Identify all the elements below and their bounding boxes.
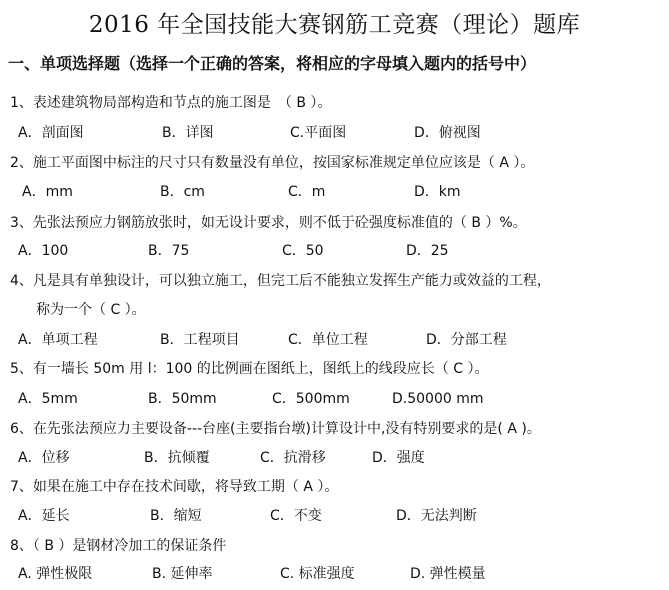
question-4-option-d: D．分部工程 [426,332,507,348]
question-4-option-a: A．单项工程 [18,332,98,348]
question-2-options [18,181,658,203]
question-3-option-a: A．100 [18,243,69,259]
question-1-option-b: B．详图 [162,125,214,141]
question-3-option-c: C．50 [282,243,324,259]
question-5-options [18,388,658,410]
question-8-option-d: D. 弹性模量 [410,566,486,582]
question-3-option-d: D．25 [406,243,449,259]
question-7-option-a: A．延长 [18,508,70,524]
question-1-option-d: D．俯视图 [414,125,481,141]
question-7-option-d: D．无法判断 [396,508,477,524]
question-8-option-b: B. 延伸率 [152,566,213,582]
question-8-option-a: A. 弹性极限 [18,566,93,582]
question-3-text: 3、先张法预应力钢筋放张时，如无设计要求，则不低于砼强度标准值的（ B ）%。 [10,215,527,231]
question-5-option-d: D.50000 mm [392,391,484,407]
question-2-text: 2、施工平面图中标注的尺寸只有数量没有单位，按国家标准规定单位应该是（ A ）。 [10,155,535,171]
question-2-option-a: A．mm [22,184,73,200]
question-6-options [18,447,658,469]
question-2-option-c: C．m [288,184,326,200]
question-2-option-d: D．km [414,184,461,200]
question-5-option-b: B．50mm [148,391,217,407]
question-1-options [18,122,658,144]
question-1-option-c: C.平面图 [290,125,347,141]
question-8-text: 8、（ B ）是钢材冷加工的保证条件 [10,538,227,554]
question-4-text-line-1: 4、凡是具有单独设计，可以独立施工，但完工后不能独立发挥生产能力或效益的工程， [10,273,551,289]
question-8-option-c: C. 标准强度 [280,566,355,582]
question-3-options [18,240,658,262]
question-5-text: 5、有一墙长 50m 用 l：100 的比例画在图纸上，图纸上的线段应长（ C ）。 [10,361,489,377]
question-5-option-c: C．500mm [272,391,350,407]
question-8-options [18,563,658,585]
question-6-option-c: C．抗滑移 [260,450,326,466]
question-4-text-line-2: 称为一个（ C ）。 [36,302,146,318]
question-5-option-a: A．5mm [18,391,78,407]
question-7-option-b: B．缩短 [150,508,202,524]
question-7-options [18,505,658,527]
question-6-option-a: A．位移 [18,450,70,466]
question-4-option-c: C．单位工程 [288,332,368,348]
question-1-text: 1、表述建筑物局部构造和节点的施工图是 （ B ）。 [10,95,332,111]
section-heading: 一、单项选择题（选择一个正确的答案，将相应的字母填入题内的括号中） [8,54,537,73]
question-6-option-d: D．强度 [372,450,425,466]
question-2-option-b: B．cm [160,184,205,200]
question-7-text: 7、如果在施工中存在技术间歇，将导致工期（ A ）。 [10,479,339,495]
question-4-option-b: B．工程项目 [160,332,240,348]
question-1-option-a: A．剖面图 [18,125,84,141]
question-3-option-b: B．75 [148,243,190,259]
question-4-options [18,329,658,351]
question-7-option-c: C．不变 [270,508,322,524]
question-6-text: 6、在先张法预应力主要设备---台座(主要指台墩)计算设计中,没有特别要求的是( A )。 [10,421,541,437]
question-6-option-b: B．抗倾覆 [144,450,210,466]
page-title: 2016 年全国技能大赛钢筋工竞赛（理论）题库 [88,12,581,38]
